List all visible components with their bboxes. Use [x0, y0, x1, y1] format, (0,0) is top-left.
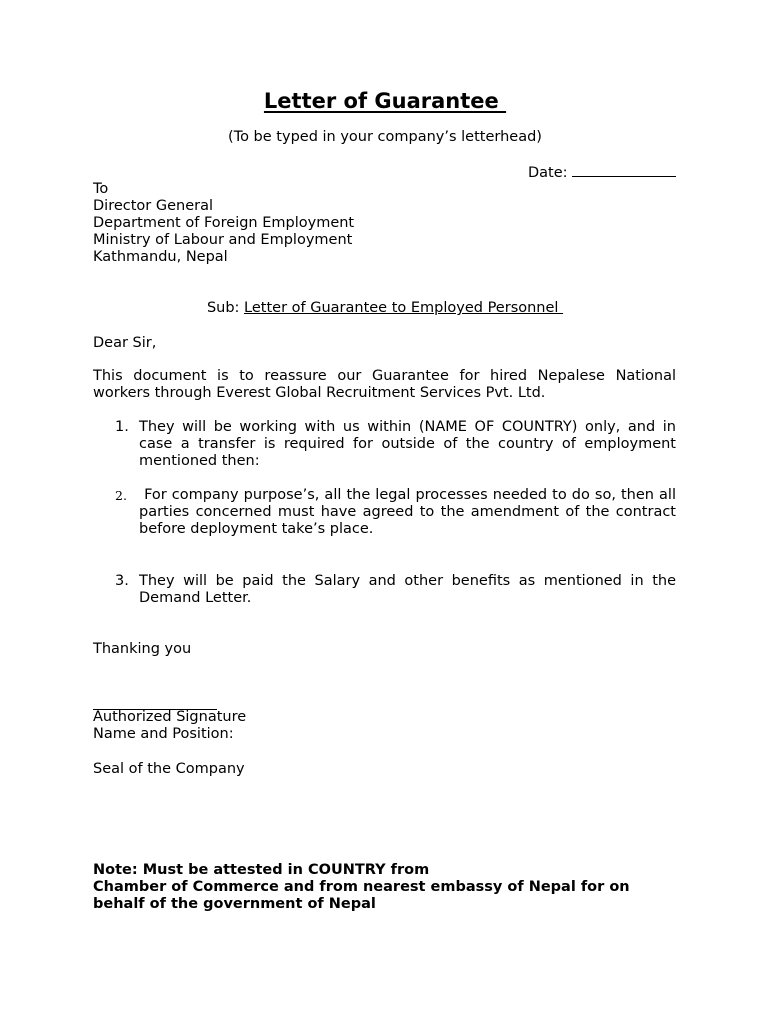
salutation: Dear Sir,: [93, 335, 157, 351]
attestation-note: [93, 862, 630, 913]
list-item-text: For company purpose’s, all the legal processes needed to do so, then all parties concerned must have agreed to the amendment of the contract before deployment take’s place.: [139, 487, 676, 537]
address-line: Department of Foreign Employment: [93, 215, 355, 231]
date-field: [528, 164, 676, 182]
closing-text: Thanking you: [93, 641, 192, 657]
list-item: [93, 419, 676, 470]
name-position-label: Name and Position:: [93, 726, 234, 742]
list-item: [93, 487, 676, 538]
document-subtitle: (To be typed in your company’s letterhead): [228, 129, 542, 145]
note-line: Note: Must be attested in COUNTRY from: [93, 862, 430, 878]
list-item-text: They will be paid the Salary and other benefits as mentioned in the Demand Letter.: [139, 573, 676, 606]
address-line: Ministry of Labour and Employment: [93, 232, 353, 248]
intro-paragraph: This document is to reassure our Guarantee for hired Nepalese National workers through Everest Global Recruitment Services Pvt. Ltd.: [93, 368, 676, 401]
list-item-number: 3.: [115, 573, 129, 589]
signature-label: Authorized Signature: [93, 709, 247, 725]
signature-line: [93, 695, 217, 710]
note-line: Chamber of Commerce and from nearest embassy of Nepal for on: [93, 879, 630, 895]
subject-prefix: Sub:: [206, 300, 240, 316]
document-title: Letter of Guarantee: [263, 89, 507, 113]
address-line: Director General: [93, 198, 214, 214]
list-item: [93, 573, 676, 607]
list-item-number: 2.: [115, 488, 127, 503]
subject-text: Letter of Guarantee to Employed Personnel: [244, 300, 564, 316]
address-to: To: [93, 181, 109, 197]
address-line: Kathmandu, Nepal: [93, 249, 228, 265]
seal-label: Seal of the Company: [93, 761, 245, 777]
subject-line: [0, 300, 770, 317]
recipient-address: [93, 181, 354, 266]
list-item-number: 1.: [115, 419, 129, 435]
date-blank-line: [572, 164, 676, 177]
date-label: Date:: [528, 165, 568, 181]
note-line: behalf of the government of Nepal: [93, 896, 376, 912]
signature-block: [93, 709, 246, 743]
list-item-text: They will be working with us within (NAME OF COUNTRY) only, and in case a transfer is required for outside of the country of employment mentioned then:: [139, 419, 676, 469]
